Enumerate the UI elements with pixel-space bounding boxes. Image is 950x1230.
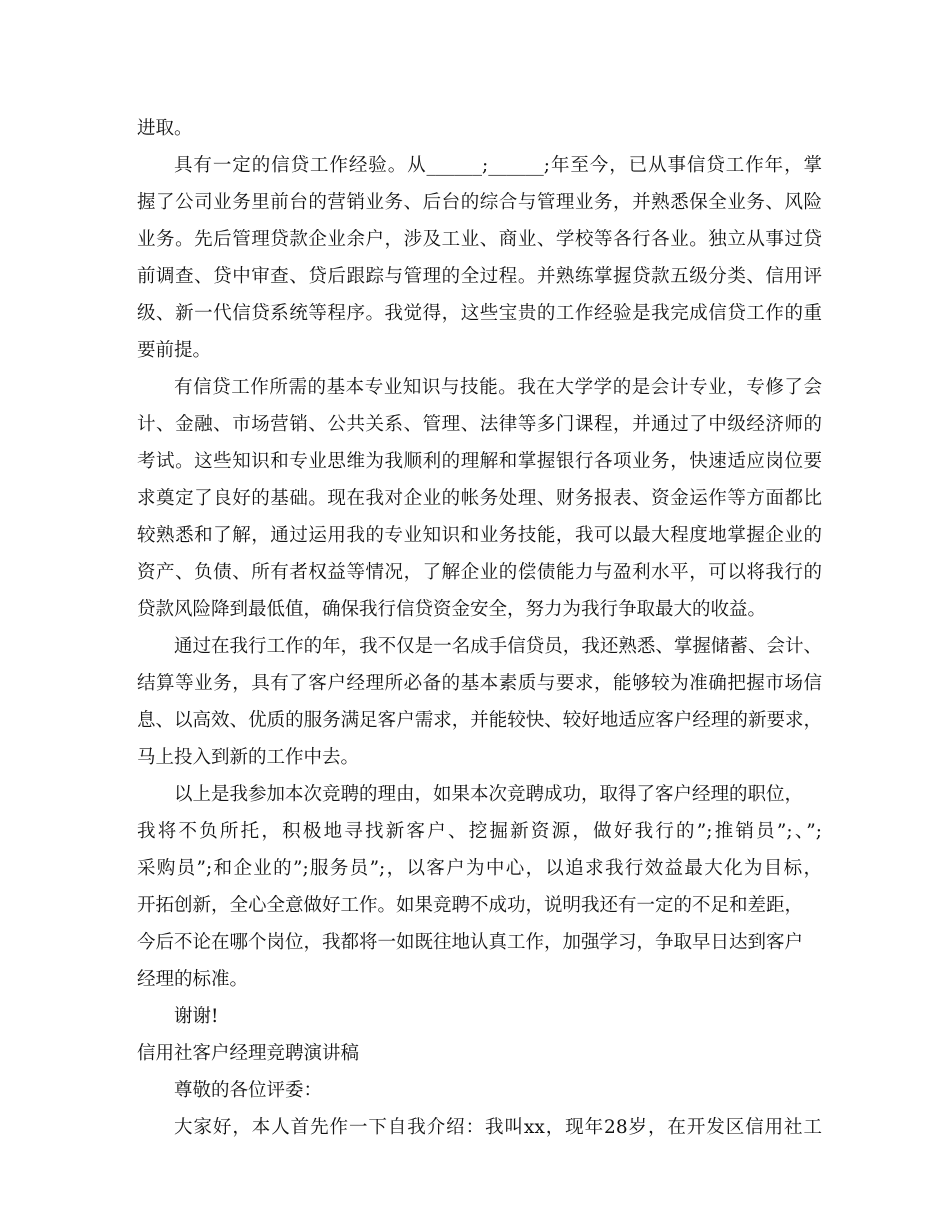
text-line: 以上是我参加本次竞聘的理由，如果本次竞聘成功，取得了客户经理的职位， — [174, 784, 804, 805]
text-line: 我将不负所托，积极地寻找新客户、挖掘新资源，做好我行的”;推销员”;、”; — [137, 821, 822, 842]
text-line: 有信贷工作所需的基本专业知识与技能。我在大学学的是会计专业，专修了会 — [174, 377, 822, 398]
text-line: 业务。先后管理贷款企业余户，涉及工业、商业、学校等各行各业。独立从事过贷 — [137, 229, 822, 250]
text-line: 经理的标准。 — [137, 969, 249, 990]
text-line: 要前提。 — [137, 340, 212, 361]
text-line: 采购员”;和企业的”;服务员”;，以客户为中心，以追求我行效益最大化为目标， — [137, 858, 822, 879]
text-line: 握了公司业务里前台的营销业务、后台的综合与管理业务，并熟悉保全业务、风险 — [137, 192, 822, 213]
text-line: 求奠定了良好的基础。现在我对企业的帐务处理、财务报表、资金运作等方面都比 — [137, 488, 822, 509]
text-line: 结算等业务，具有了客户经理所必备的基本素质与要求，能够较为准确把握市场信 — [137, 673, 822, 694]
text-line: 信用社客户经理竞聘演讲稿 — [137, 1043, 360, 1064]
text-line: 今后不论在哪个岗位，我都将一如既往地认真工作，加强学习，争取早日达到客户 — [137, 932, 804, 953]
text-line: 开拓创新，全心全意做好工作。如果竞聘不成功，说明我还有一定的不足和差距， — [137, 895, 804, 916]
text-line: 息、以高效、优质的服务满足客户需求，并能较快、较好地适应客户经理的新要求， — [137, 710, 822, 731]
text-line: 考试。这些知识和专业思维为我顺利的理解和掌握银行各项业务，快速适应岗位要 — [137, 451, 822, 472]
text-line: 马上投入到新的工作中去。 — [137, 747, 360, 768]
text-line: 较熟悉和了解，通过运用我的专业知识和业务技能，我可以最大程度地掌握企业的 — [137, 525, 822, 546]
document-body — [137, 110, 837, 1146]
text-line: 级、新一代信贷系统等程序。我觉得，这些宝贵的工作经验是我完成信贷工作的重 — [137, 303, 822, 324]
text-line: 通过在我行工作的年，我不仅是一名成手信贷员，我还熟悉、掌握储蓄、会计、 — [174, 636, 822, 657]
text-line: 计、金融、市场营销、公共关系、管理、法律等多门课程，并通过了中级经济师的 — [137, 414, 822, 435]
text-line: 尊敬的各位评委： — [174, 1080, 323, 1101]
text-line: 前调查、贷中审查、贷后跟踪与管理的全过程。并熟练掌握贷款五级分类、信用评 — [137, 266, 822, 287]
text-line: 大家好，本人首先作一下自我介绍：我叫xx，现年28岁，在开发区信用社工 — [174, 1117, 822, 1138]
text-line: 资产、负债、所有者权益等情况，了解企业的偿债能力与盈利水平，可以将我行的 — [137, 562, 822, 583]
text-line: 具有一定的信贷工作经验。从______;______;年至今，已从事信贷工作年，掌 — [174, 155, 822, 176]
text-line: 贷款风险降到最低值，确保我行信贷资金安全，努力为我行争取最大的收益。 — [137, 599, 767, 620]
text-line: 进取。 — [137, 118, 193, 139]
text-line: 谢谢! — [174, 1006, 219, 1027]
